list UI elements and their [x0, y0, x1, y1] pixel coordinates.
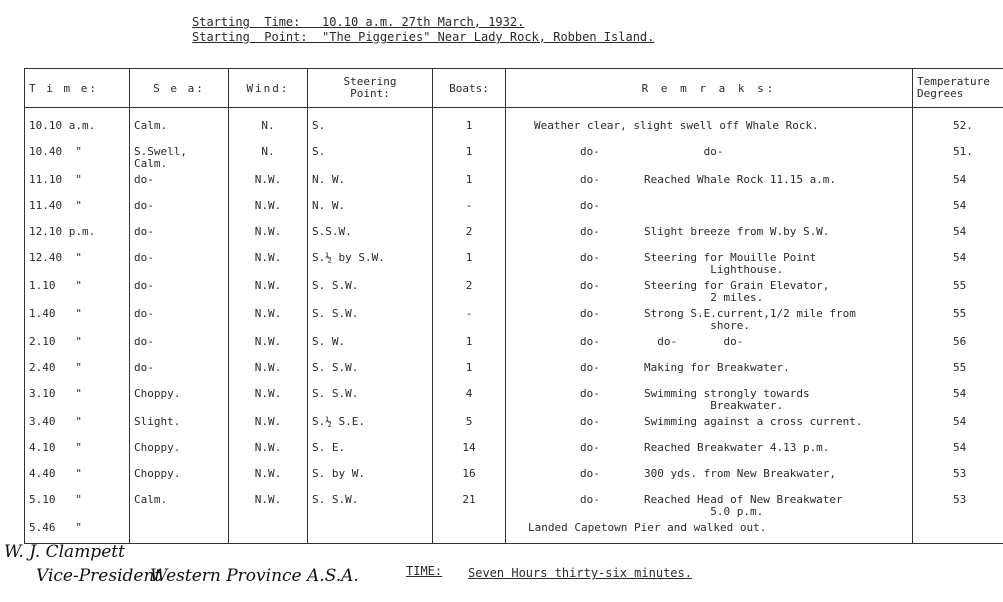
table-row [25, 332, 1003, 358]
row-temperature: 54 [913, 412, 1003, 438]
table-row [25, 438, 1003, 464]
row-sea: Choppy. [130, 464, 229, 490]
row-steering-point: S. S.W. [308, 304, 433, 332]
remark-text: Weather clear, slight swell off Whale Rock. [534, 119, 819, 132]
row-wind: N.W. [229, 438, 308, 464]
remark-ditto: do- [580, 278, 600, 292]
row-wind: N.W. [229, 358, 308, 384]
remark-text: Reached Head of New Breakwater 5.0 p.m. [644, 492, 843, 518]
row-boats: 1 [433, 108, 506, 142]
row-boats: 1 [433, 142, 506, 170]
row-wind: N. [229, 142, 308, 170]
row-boats [433, 518, 506, 544]
remark-ditto: do- [580, 250, 600, 264]
remark-ditto: do- [580, 440, 600, 454]
row-time: 2.10 " [25, 332, 130, 358]
row-wind: N.W. [229, 332, 308, 358]
row-wind: N.W. [229, 276, 308, 304]
row-wind: N.W. [229, 464, 308, 490]
row-sea: do- [130, 248, 229, 276]
row-wind: N.W. [229, 490, 308, 518]
row-steering-point: S. S.W. [308, 276, 433, 304]
table-row [25, 276, 1003, 304]
table-row [25, 108, 1003, 142]
remark-ditto: do- [580, 306, 600, 320]
row-remarks [506, 248, 913, 276]
table-body [25, 108, 1003, 544]
row-wind: N.W. [229, 248, 308, 276]
row-boats: - [433, 196, 506, 222]
remark-ditto: do- [580, 386, 600, 400]
row-boats: 1 [433, 332, 506, 358]
row-sea: Choppy. [130, 384, 229, 412]
row-steering-point: S.½ by S.W. [308, 248, 433, 276]
signature-title: Vice-President [36, 566, 162, 586]
row-steering-point [308, 518, 433, 544]
row-steering-point: S. S.W. [308, 490, 433, 518]
row-sea: Calm. [130, 490, 229, 518]
col-header-remarks: R e m r a k s: [506, 69, 913, 108]
table-row [25, 384, 1003, 412]
row-time: 12.10 p.m. [25, 222, 130, 248]
remark-text: Steering for Grain Elevator, 2 miles. [644, 278, 830, 304]
row-sea: do- [130, 170, 229, 196]
row-wind: N.W. [229, 196, 308, 222]
row-temperature: 55 [913, 358, 1003, 384]
row-temperature: 53 [913, 464, 1003, 490]
total-time-label: TIME: [406, 564, 443, 578]
remark-ditto: do- [580, 172, 600, 186]
row-steering-point: N. W. [308, 196, 433, 222]
row-temperature: 55 [913, 304, 1003, 332]
signature-name: W. J. Clampett [4, 542, 125, 562]
row-time: 5.46 " [25, 518, 130, 544]
table-row [25, 196, 1003, 222]
row-temperature: 54 [913, 438, 1003, 464]
row-temperature: 54 [913, 248, 1003, 276]
remark-text: do- do- [644, 334, 744, 348]
table-row [25, 412, 1003, 438]
row-sea: do- [130, 332, 229, 358]
row-wind: N.W. [229, 384, 308, 412]
remark-text: 300 yds. from New Breakwater, [644, 466, 837, 480]
table-row [25, 142, 1003, 170]
row-steering-point: S.½ S.E. [308, 412, 433, 438]
row-time: 11.10 " [25, 170, 130, 196]
row-remarks [506, 276, 913, 304]
row-time: 2.40 " [25, 358, 130, 384]
row-wind: N. [229, 108, 308, 142]
row-remarks [506, 438, 913, 464]
table-row [25, 222, 1003, 248]
row-time: 11.40 " [25, 196, 130, 222]
row-temperature: 54 [913, 170, 1003, 196]
remark-text: Slight breeze from W.by S.W. [644, 224, 830, 238]
remark-ditto: do- [580, 224, 600, 238]
table-row [25, 304, 1003, 332]
row-remarks [506, 222, 913, 248]
row-time: 4.40 " [25, 464, 130, 490]
row-remarks [506, 358, 913, 384]
row-time: 12.40 " [25, 248, 130, 276]
col-header-sea: S e a: [130, 69, 229, 108]
remark-text: Strong S.E.current,1/2 mile from shore. [644, 306, 856, 332]
total-time-value: Seven Hours thirty-six minutes. [468, 566, 692, 580]
row-time: 10.40 " [25, 142, 130, 170]
row-wind: N.W. [229, 170, 308, 196]
row-remarks [506, 332, 913, 358]
row-time: 4.10 " [25, 438, 130, 464]
row-sea: do- [130, 304, 229, 332]
row-boats: 2 [433, 276, 506, 304]
remark-text: Reached Breakwater 4.13 p.m. [644, 440, 830, 454]
row-remarks [506, 518, 913, 544]
row-temperature: 54 [913, 384, 1003, 412]
row-steering-point: N. W. [308, 170, 433, 196]
table-row [25, 170, 1003, 196]
remark-text: Steering for Mouille Point Lighthouse. [644, 250, 817, 276]
starting-time-line: Starting Time: 10.10 a.m. 27th March, 1932. [192, 15, 525, 29]
row-steering-point: S. E. [308, 438, 433, 464]
row-time: 3.10 " [25, 384, 130, 412]
table-row [25, 490, 1003, 518]
remark-ditto: do- [580, 334, 600, 348]
row-boats: 1 [433, 248, 506, 276]
col-header-time: T i m e: [25, 69, 130, 108]
col-header-wind: Wind: [229, 69, 308, 108]
row-temperature: 53 [913, 490, 1003, 518]
col-header-temperature: Temperature Degrees [913, 69, 1003, 108]
row-time: 1.40 " [25, 304, 130, 332]
row-sea: do- [130, 276, 229, 304]
remark-ditto: do- [580, 360, 600, 374]
remark-ditto: do- [580, 414, 600, 428]
starting-point-line: Starting Point: "The Piggeries" Near Lady Rock, Robben Island. [192, 30, 655, 44]
row-remarks [506, 170, 913, 196]
row-steering-point: S.S.W. [308, 222, 433, 248]
table-row [25, 464, 1003, 490]
row-boats: 5 [433, 412, 506, 438]
remark-ditto: do- [580, 144, 600, 158]
row-boats: 1 [433, 358, 506, 384]
table-header-row [25, 69, 1003, 108]
row-wind: N.W. [229, 412, 308, 438]
row-temperature [913, 518, 1003, 544]
remark-text: do- [644, 144, 724, 158]
row-remarks [506, 384, 913, 412]
row-remarks [506, 142, 913, 170]
row-temperature: 56 [913, 332, 1003, 358]
remark-ditto: do- [580, 466, 600, 480]
row-temperature: 51. [913, 142, 1003, 170]
row-steering-point: S. S.W. [308, 358, 433, 384]
remark-text: Swimming against a cross current. [644, 414, 863, 428]
row-boats: 16 [433, 464, 506, 490]
row-wind: N.W. [229, 304, 308, 332]
col-header-boats: Boats: [433, 69, 506, 108]
row-boats: 4 [433, 384, 506, 412]
row-remarks [506, 108, 913, 142]
remark-text: Making for Breakwater. [644, 360, 790, 374]
table-row [25, 358, 1003, 384]
signature-organisation: Western Province A.S.A. [150, 566, 359, 586]
row-sea: S.Swell, Calm. [130, 142, 229, 170]
row-boats: 21 [433, 490, 506, 518]
row-remarks [506, 490, 913, 518]
row-temperature: 54 [913, 222, 1003, 248]
col-header-steering-point: Steering Point: [308, 69, 433, 108]
row-sea: Calm. [130, 108, 229, 142]
row-steering-point: S. [308, 108, 433, 142]
row-boats: 14 [433, 438, 506, 464]
row-remarks [506, 196, 913, 222]
row-sea: do- [130, 196, 229, 222]
row-boats: 1 [433, 170, 506, 196]
row-steering-point: S. [308, 142, 433, 170]
row-remarks [506, 464, 913, 490]
row-time: 3.40 " [25, 412, 130, 438]
table-row [25, 248, 1003, 276]
remark-text: Swimming strongly towards Breakwater. [644, 386, 810, 412]
remark-ditto: do- [580, 492, 600, 506]
row-steering-point: S. S.W. [308, 384, 433, 412]
row-boats: 2 [433, 222, 506, 248]
row-time: 5.10 " [25, 490, 130, 518]
row-wind: N.W. [229, 222, 308, 248]
row-sea: do- [130, 222, 229, 248]
row-steering-point: S. W. [308, 332, 433, 358]
row-sea: Choppy. [130, 438, 229, 464]
swim-log-table [24, 68, 1003, 544]
row-steering-point: S. by W. [308, 464, 433, 490]
remark-text: Reached Whale Rock 11.15 a.m. [644, 172, 837, 186]
row-boats: - [433, 304, 506, 332]
table-row [25, 518, 1003, 544]
row-temperature: 52. [913, 108, 1003, 142]
remark-text: Landed Capetown Pier and walked out. [528, 520, 767, 534]
row-time: 10.10 a.m. [25, 108, 130, 142]
row-wind [229, 518, 308, 544]
row-remarks [506, 412, 913, 438]
row-sea: do- [130, 358, 229, 384]
remark-ditto: do- [580, 198, 600, 212]
row-temperature: 55 [913, 276, 1003, 304]
row-remarks [506, 304, 913, 332]
row-sea [130, 518, 229, 544]
row-time: 1.10 " [25, 276, 130, 304]
row-temperature: 54 [913, 196, 1003, 222]
row-sea: Slight. [130, 412, 229, 438]
